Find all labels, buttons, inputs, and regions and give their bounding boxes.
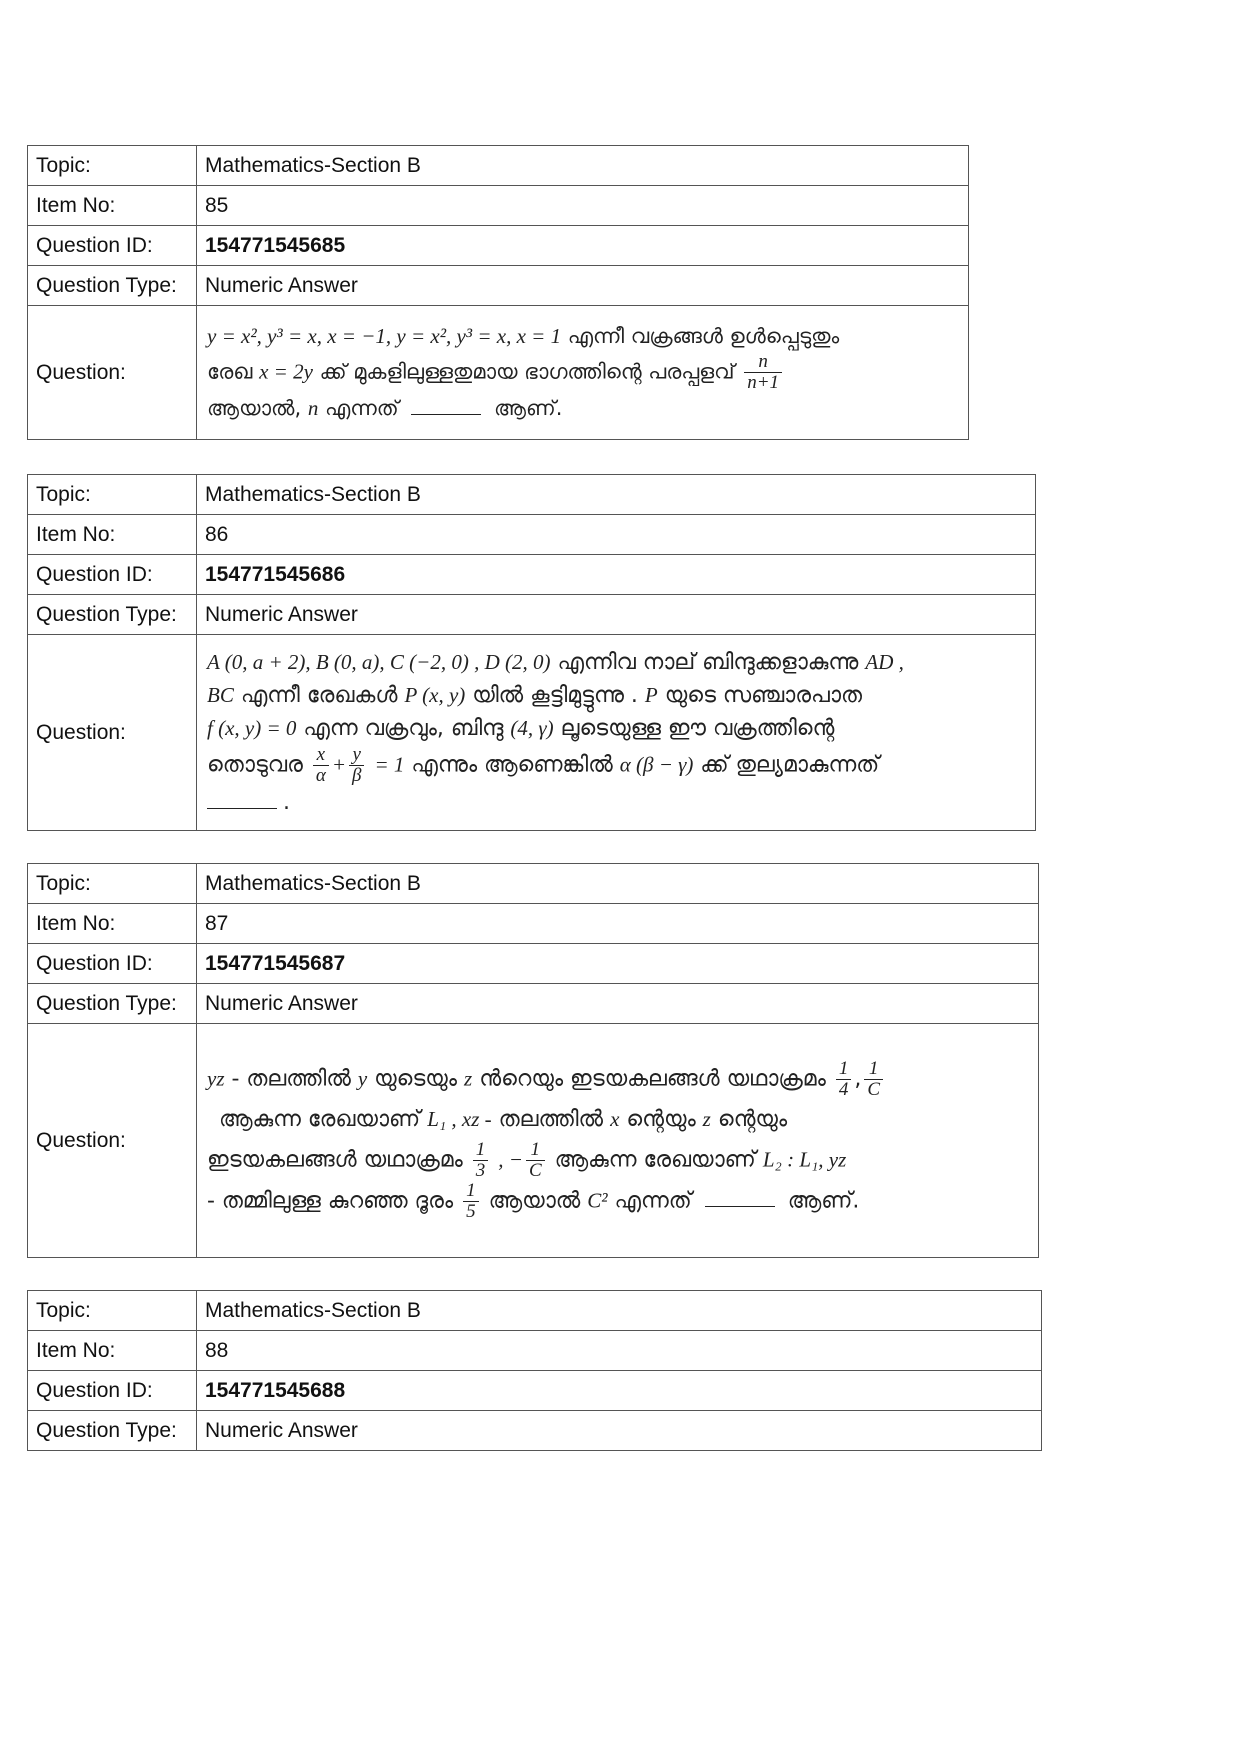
question-text: എന്നീ രേഖകൾ: [240, 683, 398, 709]
question-id-label: Question ID:: [28, 226, 197, 266]
topic-row: [28, 1291, 1042, 1331]
topic-row: [28, 475, 1036, 515]
math-expression: yz: [207, 1066, 225, 1091]
question-table-88: [27, 1290, 1042, 1451]
fraction-numerator: 1: [473, 1140, 489, 1161]
question-id-label: Question ID:: [28, 1371, 197, 1411]
question-text: ക്ക് മുകളിലുള്ളതുമായ ഭാഗത്തിന്റെ പരപ്പളവ്: [319, 359, 735, 384]
question-text: യുടെ സഞ്ചാരപാത: [664, 683, 862, 709]
question-label: Question:: [28, 635, 197, 831]
math-expression: P (x, y): [404, 683, 466, 708]
question-table-86: [27, 474, 1036, 831]
question-text: .: [283, 789, 290, 815]
topic-value: Mathematics-Section B: [197, 1291, 1042, 1331]
item-no-label: Item No:: [28, 904, 197, 944]
math-expression: AD ,: [865, 650, 904, 675]
fraction-denominator: C: [528, 1159, 542, 1181]
math-expression: α (β − γ): [619, 752, 694, 777]
question-id-value: 154771545685: [197, 226, 969, 266]
fraction-numerator: x: [313, 745, 329, 766]
question-row: [28, 306, 969, 440]
item-no-row: [28, 186, 969, 226]
topic-label: Topic:: [28, 864, 197, 904]
math-expression: L₁ , xz -: [427, 1107, 492, 1132]
question-id-value: 154771545687: [197, 944, 1039, 984]
item-no-value: 85: [197, 186, 969, 226]
question-text: യുടെയും: [374, 1066, 458, 1092]
math-expression: L₂ : L₁, yz: [762, 1147, 847, 1172]
item-no-value: 87: [197, 904, 1039, 944]
question-text: ന്റെയും: [626, 1107, 696, 1133]
question-line: [207, 352, 958, 393]
question-text: എന്നും ആണെങ്കിൽ: [411, 752, 613, 778]
question-body: [197, 1024, 1039, 1258]
topic-row: [28, 146, 969, 186]
topic-label: Topic:: [28, 146, 197, 186]
topic-label: Topic:: [28, 1291, 197, 1331]
question-text: ആയാൽ,: [207, 395, 302, 420]
fraction-numerator: y: [349, 745, 364, 766]
fraction-denominator: C: [867, 1079, 880, 1101]
fraction-numerator: 1: [526, 1140, 545, 1161]
question-type-value: Numeric Answer: [197, 266, 969, 306]
question-body: [197, 635, 1036, 831]
item-no-row: [28, 1331, 1042, 1371]
question-type-label: Question Type:: [28, 984, 197, 1024]
question-line: [207, 321, 958, 353]
question-text: ന്റെയും: [717, 1107, 788, 1133]
question-row: [28, 1024, 1039, 1258]
math-expression: (4, γ): [510, 716, 554, 741]
math-expression: z: [702, 1107, 711, 1132]
question-text: തൊടുവര: [207, 752, 303, 778]
fraction: [313, 745, 329, 786]
question-text: ൻറെയും ഇടയകലങ്ങൾ യഥാക്രമം: [479, 1066, 826, 1092]
math-expression: n: [307, 395, 319, 420]
fraction: [473, 1140, 489, 1181]
question-text: ആണ്.: [494, 395, 563, 420]
question-type-row: [28, 1411, 1042, 1451]
question-type-label: Question Type:: [28, 266, 197, 306]
question-id-value: 154771545686: [197, 555, 1036, 595]
fraction-numerator: 1: [463, 1181, 479, 1202]
fraction: [349, 745, 364, 786]
answer-blank: [411, 393, 481, 415]
question-line: [207, 712, 1025, 745]
question-line: [207, 1059, 1028, 1100]
math-expression: A (0, a + 2), B (0, a), C (−2, 0) , D (2, 0): [207, 650, 551, 675]
question-text: എന്നത്: [325, 395, 399, 420]
question-label: Question:: [28, 306, 197, 440]
question-line: [207, 646, 1025, 679]
topic-value: Mathematics-Section B: [197, 864, 1039, 904]
question-text: ആയാൽ: [488, 1188, 581, 1214]
math-expression: P: [644, 683, 658, 708]
question-text: എന്നീ വക്രങ്ങൾ ഉൾപ്പെടുതും: [567, 323, 840, 348]
topic-value: Mathematics-Section B: [197, 475, 1036, 515]
plus-sign: +: [331, 752, 347, 777]
question-text: രേഖ: [207, 359, 253, 384]
question-line: [207, 786, 1025, 819]
question-table-87: [27, 863, 1039, 1258]
question-text: - തമ്മിലുള്ള കുറഞ്ഞ ദൂരം: [207, 1188, 454, 1214]
comma-minus: , −: [498, 1147, 523, 1172]
math-expression: f (x, y) = 0: [207, 716, 297, 741]
question-text: എന്നിവ നാല് ബിന്ദുക്കളാകുന്നു: [557, 650, 859, 676]
answer-blank: [705, 1184, 775, 1207]
fraction: [744, 352, 782, 393]
question-text: ഇടയകലങ്ങൾ യഥാക്രമം: [207, 1147, 463, 1173]
math-expression: C²: [587, 1188, 608, 1213]
item-no-label: Item No:: [28, 515, 197, 555]
question-text: ആകുന്ന രേഖയാണ്: [219, 1107, 421, 1133]
question-line: [207, 679, 1025, 712]
math-expression: = 1: [374, 752, 405, 777]
item-no-label: Item No:: [28, 186, 197, 226]
question-type-value: Numeric Answer: [197, 984, 1039, 1024]
question-type-value: Numeric Answer: [197, 595, 1036, 635]
topic-row: [28, 864, 1039, 904]
question-id-row: [28, 555, 1036, 595]
topic-label: Topic:: [28, 475, 197, 515]
math-expression: y: [357, 1066, 368, 1091]
item-no-value: 86: [197, 515, 1036, 555]
question-type-row: [28, 595, 1036, 635]
question-line: [207, 1140, 1028, 1181]
fraction-numerator: 1: [836, 1059, 852, 1080]
question-type-row: [28, 984, 1039, 1024]
math-expression: x: [610, 1107, 620, 1132]
question-id-label: Question ID:: [28, 555, 197, 595]
question-label: Question:: [28, 1024, 197, 1258]
fraction-denominator: n+1: [747, 372, 780, 393]
question-text: യിൽ കൂട്ടിമുട്ടുന്നു .: [472, 683, 638, 709]
item-no-row: [28, 515, 1036, 555]
item-no-label: Item No:: [28, 1331, 197, 1371]
fraction: [526, 1140, 545, 1181]
fraction-numerator: n: [744, 352, 782, 373]
fraction-denominator: β: [352, 765, 362, 786]
question-id-row: [28, 1371, 1042, 1411]
question-table-85: [27, 145, 969, 440]
math-expression: BC: [207, 683, 234, 708]
answer-blank: [207, 786, 277, 809]
question-text: എന്നത്: [614, 1188, 692, 1214]
math-expression: z: [464, 1066, 473, 1091]
question-id-row: [28, 226, 969, 266]
question-type-label: Question Type:: [28, 595, 197, 635]
question-text: ലൂടെയുള്ള ഈ വക്രത്തിന്റെ: [560, 716, 835, 742]
question-row: [28, 635, 1036, 831]
fraction: [463, 1181, 479, 1222]
question-line: [207, 393, 958, 425]
question-text: എന്ന വക്രവും, ബിന്ദു: [303, 716, 504, 742]
question-text: - തലത്തിൽ: [231, 1066, 351, 1092]
question-text: ആകുന്ന രേഖയാണ്: [554, 1147, 756, 1173]
question-line: [207, 1181, 1028, 1222]
fraction-numerator: 1: [864, 1059, 883, 1080]
fraction: [836, 1059, 852, 1100]
question-type-label: Question Type:: [28, 1411, 197, 1451]
question-body: [197, 306, 969, 440]
question-type-value: Numeric Answer: [197, 1411, 1042, 1451]
math-expression: y = x², y³ = x, x = −1, y = x², y³ = x, x = 1: [207, 323, 562, 348]
question-text: ആണ്.: [787, 1188, 860, 1214]
topic-value: Mathematics-Section B: [197, 146, 969, 186]
question-id-label: Question ID:: [28, 944, 197, 984]
question-id-value: 154771545688: [197, 1371, 1042, 1411]
question-id-row: [28, 944, 1039, 984]
question-line: [207, 1100, 1028, 1140]
fraction-denominator: α: [315, 765, 326, 786]
item-no-value: 88: [197, 1331, 1042, 1371]
fraction: [864, 1059, 883, 1100]
question-line: [207, 745, 1025, 786]
fraction-denominator: 4: [838, 1079, 849, 1101]
fraction-denominator: 3: [475, 1159, 486, 1181]
math-expression: x = 2y: [259, 359, 313, 384]
comma: ,: [854, 1066, 862, 1092]
fraction-denominator: 5: [466, 1200, 476, 1222]
question-text: തലത്തിൽ: [498, 1107, 604, 1133]
question-text: ക്ക് തുല്യമാകുന്നത്: [700, 752, 880, 778]
question-type-row: [28, 266, 969, 306]
item-no-row: [28, 904, 1039, 944]
